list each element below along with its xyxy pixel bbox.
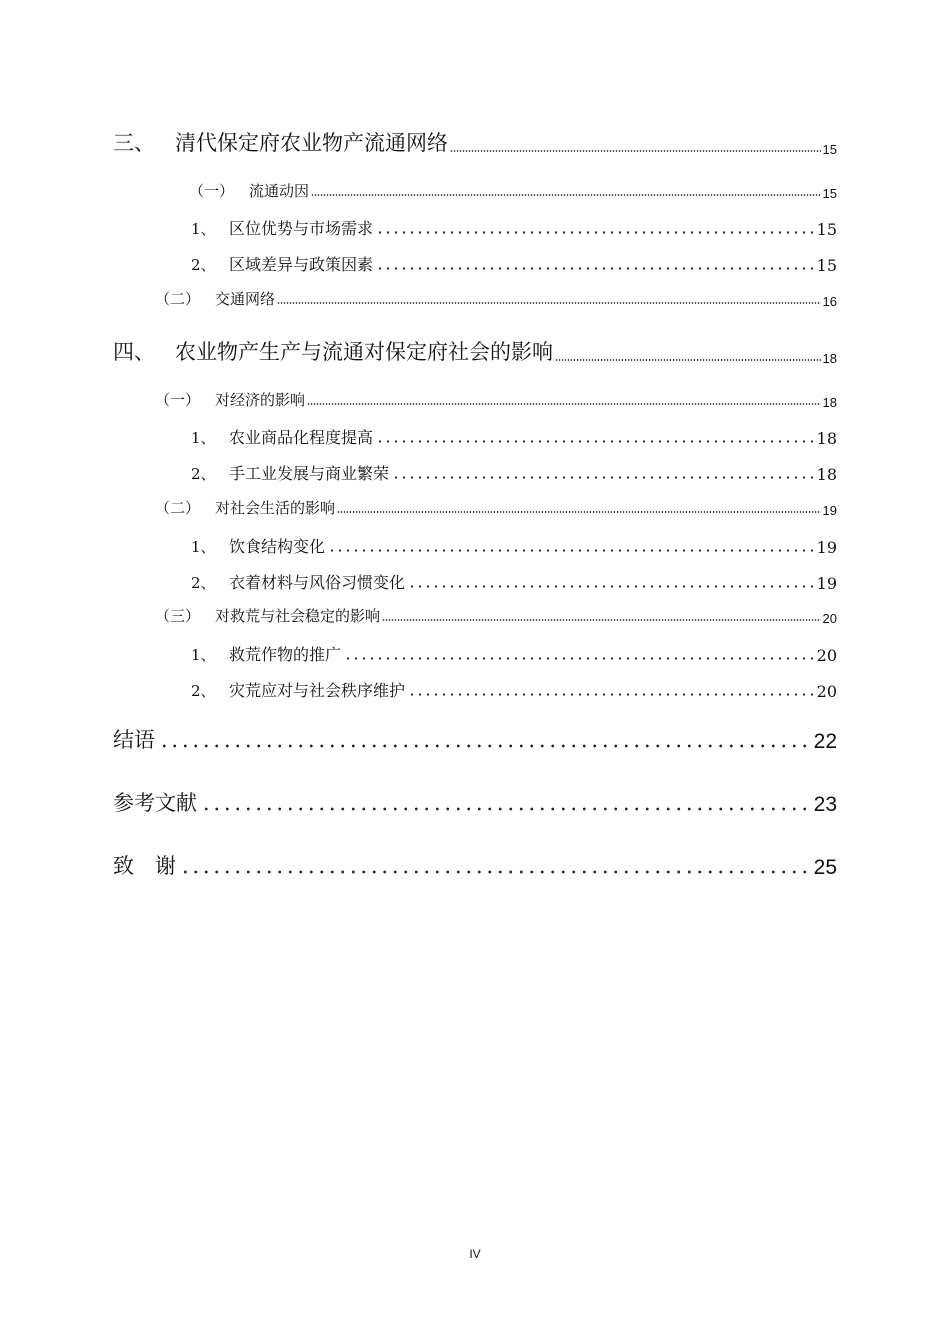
toc-entry-number: 四、 xyxy=(113,340,155,364)
toc-entry-acknowledgements[interactable] xyxy=(113,850,837,880)
toc-entry-number: 1、 xyxy=(191,538,216,556)
toc-entry-title: 对经济的影响 xyxy=(215,391,306,409)
toc-entry-page: 20 xyxy=(816,646,837,665)
toc-entry-page: 15 xyxy=(822,142,837,157)
toc-entry-number: 1、 xyxy=(191,429,216,447)
toc-entry-ch3[interactable] xyxy=(113,127,837,157)
toc-entry-page: 19 xyxy=(816,574,837,593)
dot-leader xyxy=(408,693,814,696)
toc-entry-title: 饮食结构变化 xyxy=(229,537,326,556)
toc-entry-title: 区位优势与市场需求 xyxy=(229,219,374,238)
toc-entry-page: 19 xyxy=(816,538,837,557)
toc-entry-ch3-s1-i2[interactable] xyxy=(191,252,837,275)
toc-entry-page: 20 xyxy=(822,611,837,626)
toc-entry-page: 15 xyxy=(816,256,837,275)
page-footer-number: IV xyxy=(469,1247,481,1261)
toc-entry-ch4-s2-i2[interactable] xyxy=(191,570,837,593)
dot-leader xyxy=(159,744,810,748)
toc-entry-page: 15 xyxy=(822,186,837,201)
toc-entry-number: （二） xyxy=(155,290,201,308)
toc-entry-title: 手工业发展与商业繁荣 xyxy=(229,464,390,483)
dot-leader xyxy=(555,359,821,361)
toc-entry-page: 15 xyxy=(816,220,837,239)
toc-entry-ch4-s1[interactable] xyxy=(155,389,837,410)
toc-entry-number: （三） xyxy=(155,607,201,625)
dot-leader xyxy=(180,870,810,874)
dot-leader xyxy=(392,476,814,479)
toc-entry-ch4-s1-i2[interactable] xyxy=(191,461,837,484)
toc-entry-page: 19 xyxy=(822,503,837,518)
toc-entry-title: 农业物产生产与流通对保定府社会的影响 xyxy=(175,340,553,364)
dot-leader xyxy=(307,403,821,405)
dot-leader xyxy=(311,194,821,196)
toc-entry-ch4-s2[interactable] xyxy=(155,497,837,518)
dot-leader xyxy=(376,267,814,270)
toc-entry-title: 清代保定府农业物产流通网络 xyxy=(175,131,448,155)
dot-leader xyxy=(376,231,814,234)
dot-leader xyxy=(277,302,821,304)
toc-entry-number: 三、 xyxy=(113,131,155,155)
toc-entry-ch4-s3[interactable] xyxy=(155,605,837,626)
toc-entry-title: 对救荒与社会稳定的影响 xyxy=(215,607,381,625)
toc-entry-number: （二） xyxy=(155,499,201,517)
toc-entry-title: 流通动因 xyxy=(249,182,310,200)
toc-entry-title: 致 谢 xyxy=(113,854,176,878)
toc-entry-page: 22 xyxy=(813,730,837,753)
toc-entry-ch4-s1-i1[interactable] xyxy=(191,425,837,448)
dot-leader xyxy=(337,511,821,513)
toc-entry-title: 结语 xyxy=(113,728,155,752)
toc-entry-ch4-s2-i1[interactable] xyxy=(191,534,837,557)
toc-entry-title: 参考文献 xyxy=(113,791,197,815)
toc-entry-references[interactable] xyxy=(113,787,837,817)
toc-entry-page: 18 xyxy=(822,395,837,410)
dot-leader xyxy=(328,549,814,552)
toc-entry-title: 灾荒应对与社会秩序维护 xyxy=(229,681,406,700)
toc-entry-title: 对社会生活的影响 xyxy=(215,499,336,517)
toc-entry-ch4-s3-i1[interactable] xyxy=(191,642,837,665)
toc-entry-title: 农业商品化程度提高 xyxy=(229,428,374,447)
dot-leader xyxy=(382,619,821,621)
dot-leader xyxy=(344,657,814,660)
toc-entry-page: 25 xyxy=(813,856,837,879)
toc-entry-title: 衣着材料与风俗习惯变化 xyxy=(229,573,406,592)
toc-entry-page: 20 xyxy=(816,682,837,701)
toc-entry-ch4-s3-i2[interactable] xyxy=(191,678,837,701)
toc-entry-title: 救荒作物的推广 xyxy=(229,645,342,664)
toc-entry-page: 18 xyxy=(816,465,837,484)
toc-entry-number: 2、 xyxy=(191,256,216,274)
toc-entry-ch3-s1-i1[interactable] xyxy=(191,216,837,239)
toc-entry-number: （一） xyxy=(155,391,201,409)
toc-entry-number: 1、 xyxy=(191,220,216,238)
toc-entry-number: 2、 xyxy=(191,574,216,592)
toc-entry-ch3-s2[interactable] xyxy=(155,288,837,309)
toc-entry-ch4[interactable] xyxy=(113,336,837,366)
toc-entry-page: 16 xyxy=(822,294,837,309)
toc-entry-conclusion[interactable] xyxy=(113,724,837,754)
dot-leader xyxy=(450,150,821,152)
dot-leader xyxy=(376,440,814,443)
dot-leader xyxy=(408,585,814,588)
toc-entry-number: 2、 xyxy=(191,682,216,700)
toc-entry-page: 18 xyxy=(816,429,837,448)
toc-entry-number: 2、 xyxy=(191,465,216,483)
toc-entry-number: （一） xyxy=(189,182,235,200)
toc-entry-number: 1、 xyxy=(191,646,216,664)
toc-entry-title: 区域差异与政策因素 xyxy=(229,255,374,274)
dot-leader xyxy=(201,807,810,811)
toc-entry-title: 交通网络 xyxy=(215,290,276,308)
toc-entry-page: 23 xyxy=(813,793,837,816)
toc-entry-page: 18 xyxy=(822,351,837,366)
toc-entry-ch3-s1[interactable] xyxy=(189,180,837,201)
